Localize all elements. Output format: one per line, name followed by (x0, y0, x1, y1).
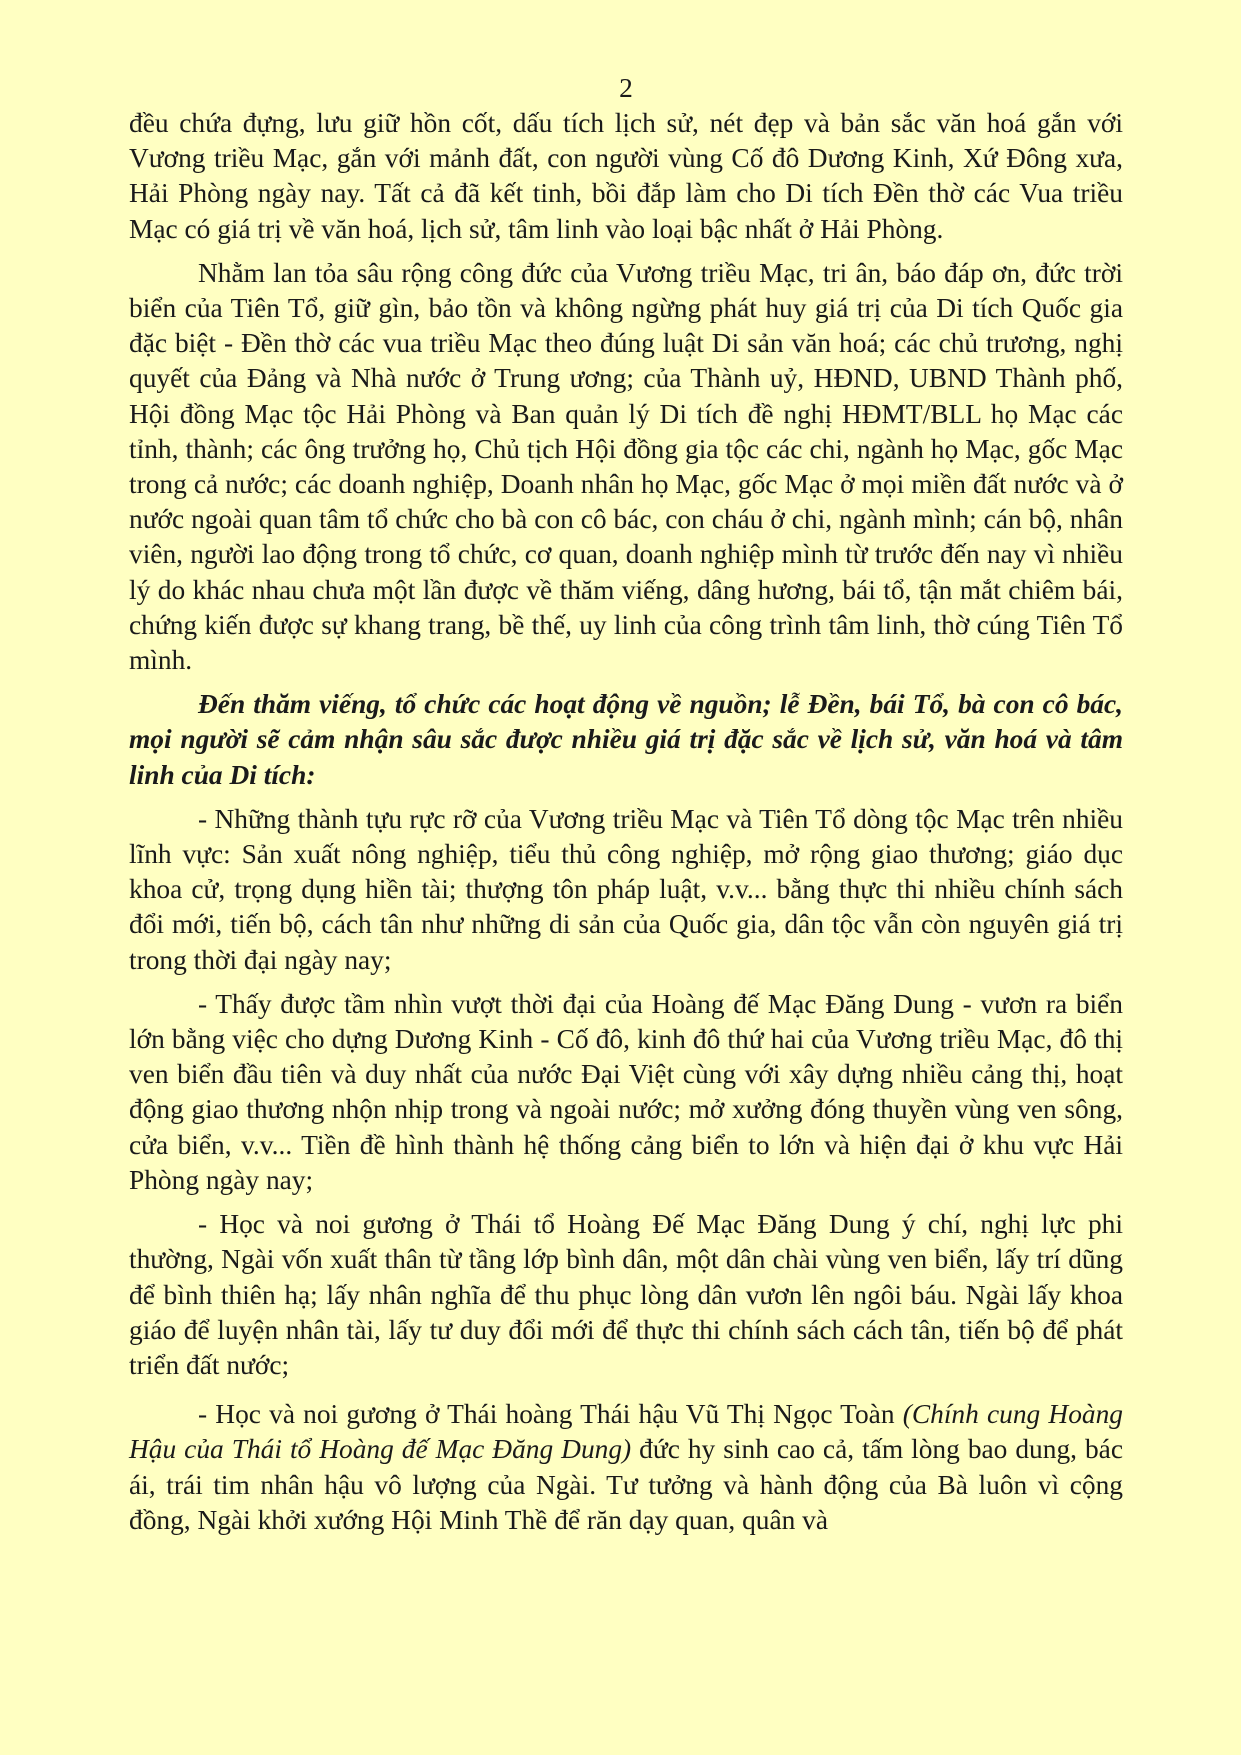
paragraph-achievements: - Những thành tựu rực rỡ của Vương triều Mạc và Tiên Tổ dòng tộc Mạc trên nhiều lĩnh vực: Sản xuất nông nghiệp, tiểu thủ công nghiệp, mở rộng giao thương; giáo dục khoa cử, trọng dụng hiền tài; thượng tôn pháp luật, v.v... bằng thực thi nhiều chính sách đổi mới, tiến bộ, cách tân như những di sản của Quốc gia, dân tộc vẫn còn nguyên giá trị trong thời đại ngày nay; (129, 803, 1123, 975)
paragraph-empress-example (129, 1397, 1123, 1538)
paragraph-purpose: Nhằm lan tỏa sâu rộng công đức của Vương triều Mạc, tri ân, báo đáp ơn, đức trời biển của Tiên Tổ, giữ gìn, bảo tồn và không ngừng phát huy giá trị của Di tích Quốc gia đặc biệt - Đền thờ các vua triều Mạc theo đúng luật Di sản văn hoá; các chủ trương, nghị quyết của Đảng và Nhà nước ở Trung ương; của Thành uỷ, HĐND, UBND Thành phố, Hội đồng Mạc tộc Hải Phòng và Ban quản lý Di tích đề nghị HĐMT/BLL họ Mạc các tỉnh, thành; các ông trưởng họ, Chủ tịch Hội đồng gia tộc các chi, ngành họ Mạc, gốc Mạc trong cả nước; các doanh nghiệp, Doanh nhân họ Mạc, gốc Mạc ở mọi miền đất nước và ở nước ngoài quan tâm tổ chức cho bà con cô bác, con cháu ở chi, ngành mình; cán bộ, nhân viên, người lao động trong tổ chức, cơ quan, doanh nghiệp mình từ trước đến nay vì nhiều lý do khác nhau chưa một lần được về thăm viếng, dâng hương, bái tổ, tận mắt chiêm bái, chứng kiến được sự khang trang, bề thế, uy linh của công trình tâm linh, thờ cúng Tiên Tổ mình. (129, 257, 1123, 676)
empress-text-start: - Học và noi gương ở Thái hoàng Thái hậu Vũ Thị Ngọc Toàn (198, 1399, 903, 1430)
paragraph-intro-continued: đều chứa đựng, lưu giữ hồn cốt, dấu tích lịch sử, nét đẹp và bản sắc văn hoá gắn với Vương triều Mạc, gắn với mảnh đất, con người vùng Cố đô Dương Kinh, Xứ Đông xưa, Hải Phòng ngày nay. Tất cả đã kết tinh, bồi đắp làm cho Di tích Đền thờ các Vua triều Mạc có giá trị về văn hoá, lịch sử, tâm linh vào loại bậc nhất ở Hải Phòng. (129, 108, 1123, 244)
paragraph-emperor-example: - Học và noi gương ở Thái tổ Hoàng Đế Mạc Đăng Dung ý chí, nghị lực phi thường, Ngài vốn xuất thân từ tầng lớp bình dân, một dân chài vùng ven biển, lấy trí dũng để bình thiên hạ; lấy nhân nghĩa để thu phục lòng dân vươn lên ngôi báu. Ngài lấy khoa giáo để luyện nhân tài, lấy tư duy đổi mới để thực thi chính sách cách tân, tiến bộ để phát triển đất nước; (129, 1209, 1123, 1380)
empress-title-italic: (Chính cung Hoàng Hậu của Thái tổ Hoàng đế Mạc Đăng Dung) (129, 1399, 1123, 1465)
empress-text-end: đức hy sinh cao cả, tấm lòng bao dung, bác ái, trái tim nhân hậu vô lượng của Ngài. Tư tưởng và hành động của Bà luôn vì cộng đồng, Ngài khởi xướng Hội Minh Thề để răn dạy quan, quân và (129, 1434, 1124, 1535)
paragraph-vision: - Thấy được tầm nhìn vượt thời đại của Hoàng đế Mạc Đăng Dung - vươn ra biển lớn bằng việc cho dựng Dương Kinh - Cố đô, kinh đô thứ hai của Vương triều Mạc, đô thị ven biển đầu tiên và duy nhất của nước Đại Việt cùng với xây dựng nhiều cảng thị, hoạt động giao thương nhộn nhịp trong và ngoài nước; mở xưởng đóng thuyền vùng ven sông, cửa biển, v.v... Tiền đề hình thành hệ thống cảng biển to lớn và hiện đại ở khu vực Hải Phòng ngày nay; (129, 988, 1123, 1195)
page-number: 2 (619, 73, 633, 103)
paragraph-visit-values-heading: Đến thăm viếng, tổ chức các hoạt động về nguồn; lễ Đền, bái Tổ, bà con cô bác, mọi người sẽ cảm nhận sâu sắc được nhiều giá trị đặc sắc về lịch sử, văn hoá và tâm linh của Di tích: (129, 689, 1123, 790)
